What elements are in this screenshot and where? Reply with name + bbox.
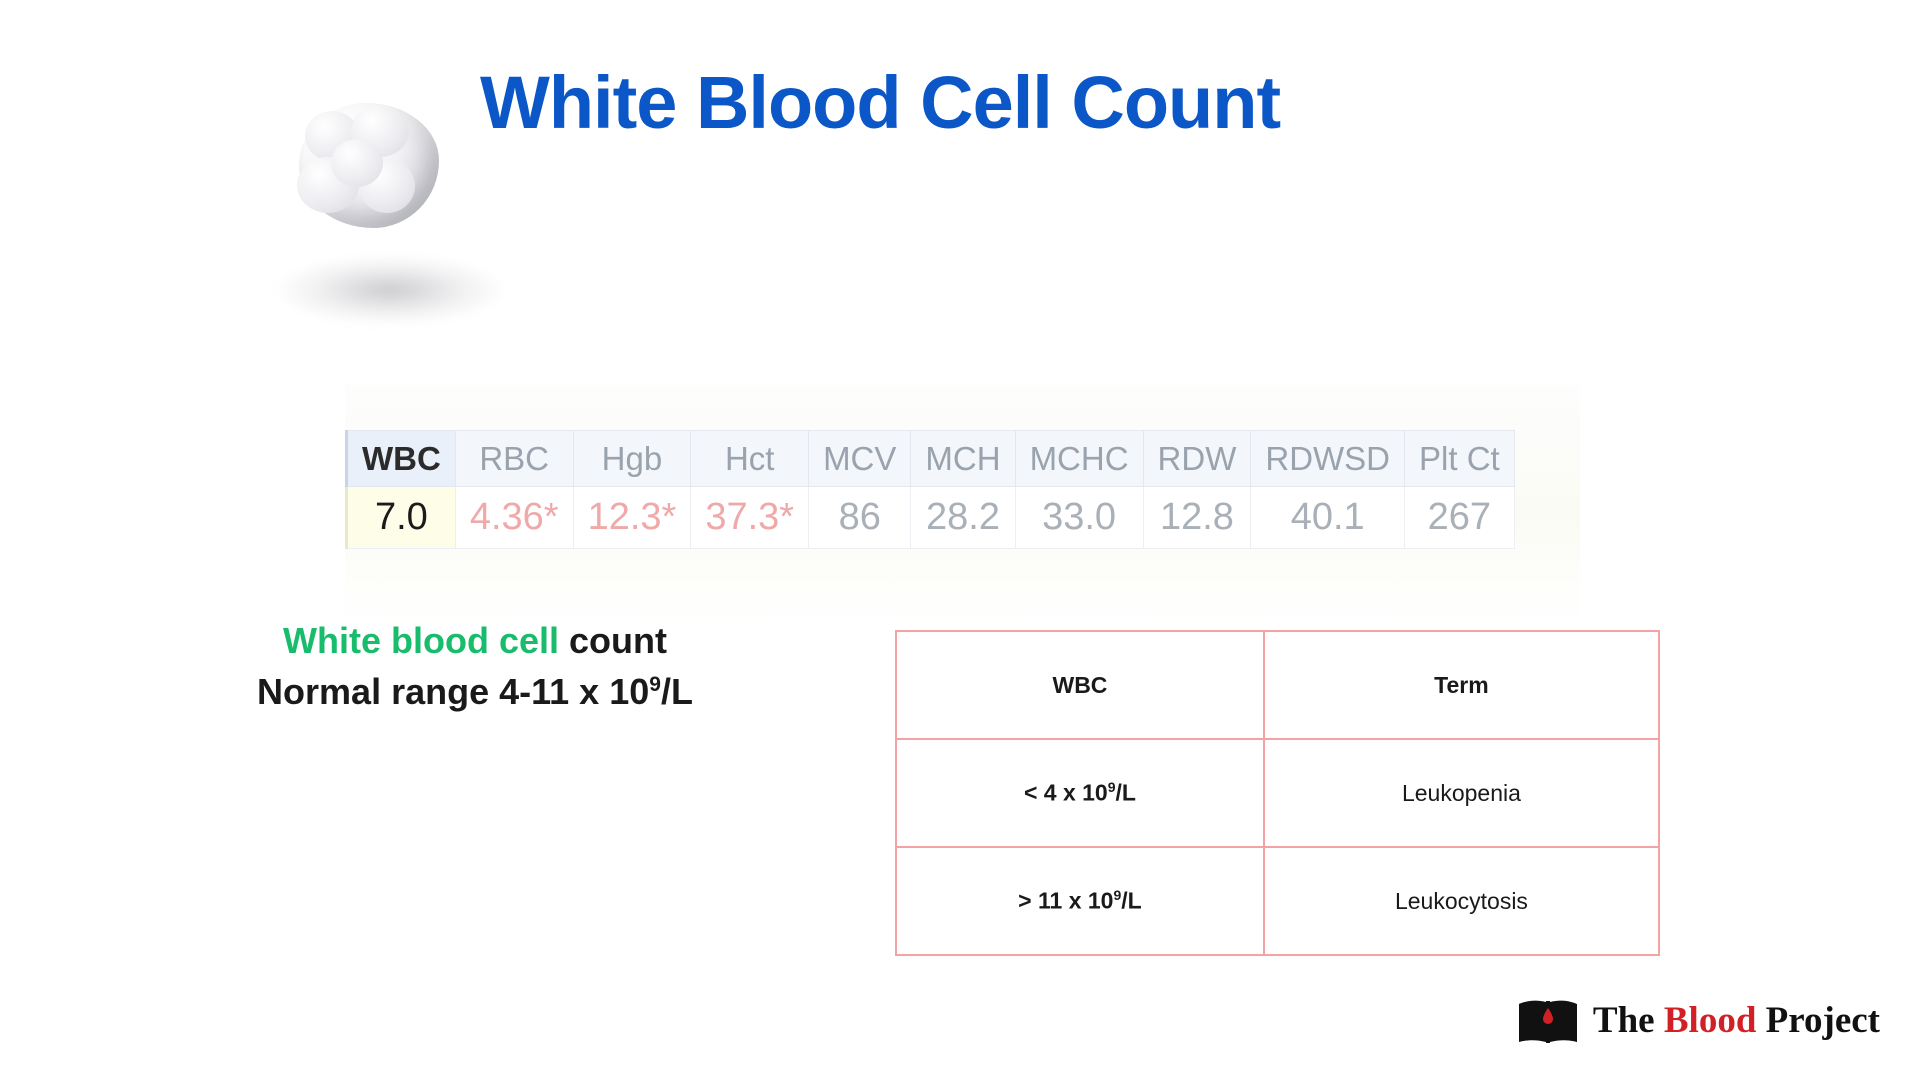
cbc-header-wbc: WBC [347,431,456,487]
cbc-value-mch: 28.2 [911,487,1015,549]
table-row [896,739,1659,847]
table-cell-wbc-high [896,847,1264,955]
wbc-high-suffix: /L [1121,887,1142,914]
cbc-header-rbc: RBC [455,431,573,487]
table-row [896,847,1659,955]
cbc-header-hct: Hct [691,431,809,487]
wbc-terminology-table [895,630,1660,956]
cbc-header-mch: MCH [911,431,1015,487]
wbc-high-prefix: > 11 x 10 [1018,887,1114,914]
table-header-wbc: WBC [896,631,1264,739]
white-blood-cell-image [275,95,455,345]
logo-the: The [1592,999,1664,1041]
cbc-header-rdwsd: RDWSD [1251,431,1405,487]
brand-logo-text [1593,999,1880,1042]
caption-highlight: White blood cell [283,620,559,661]
cbc-header-row [347,431,1515,487]
cbc-table [345,430,1515,549]
cell-lobe-5 [331,139,383,187]
wbc-low-suffix: /L [1115,779,1136,806]
cbc-value-pltct: 267 [1405,487,1515,549]
brand-logo [1517,992,1880,1048]
cbc-value-rdwsd: 40.1 [1251,487,1405,549]
cbc-value-hgb: 12.3* [573,487,691,549]
cbc-value-mcv: 86 [809,487,911,549]
cbc-value-wbc: 7.0 [347,487,456,549]
open-book-blood-drop-icon [1517,992,1579,1048]
cell-shadow [275,255,505,325]
logo-blood: Blood [1663,999,1757,1041]
cbc-value-row [347,487,1515,549]
caption-line-2 [195,666,755,717]
cbc-result-strip [345,385,1580,625]
cbc-header-mchc: MCHC [1015,431,1143,487]
cbc-value-rbc: 4.36* [455,487,573,549]
cbc-header-mcv: MCV [809,431,911,487]
cbc-value-mchc: 33.0 [1015,487,1143,549]
caption-range-suffix: /L [660,671,693,713]
cbc-header-pltct: Plt Ct [1405,431,1515,487]
wbc-low-exponent: 9 [1107,779,1116,796]
cbc-value-rdw: 12.8 [1143,487,1251,549]
table-cell-term-leukopenia: Leukopenia [1264,739,1659,847]
caption-rest: count [559,620,667,661]
table-header-row [896,631,1659,739]
page-title: White Blood Cell Count [480,61,1281,144]
cbc-header-rdw: RDW [1143,431,1251,487]
table-cell-wbc-low [896,739,1264,847]
table-cell-term-leukocytosis: Leukocytosis [1264,847,1659,955]
wbc-high-exponent: 9 [1113,887,1122,904]
caption-range-exponent: 9 [649,673,661,697]
table-header-term: Term [1264,631,1659,739]
caption-range-prefix: Normal range 4-11 x 10 [257,671,650,713]
wbc-low-prefix: < 4 x 10 [1023,779,1108,806]
logo-project: Project [1756,999,1880,1041]
cbc-value-hct: 37.3* [691,487,809,549]
cbc-header-hgb: Hgb [573,431,691,487]
caption-line-1 [195,615,755,666]
wbc-caption [195,615,755,717]
